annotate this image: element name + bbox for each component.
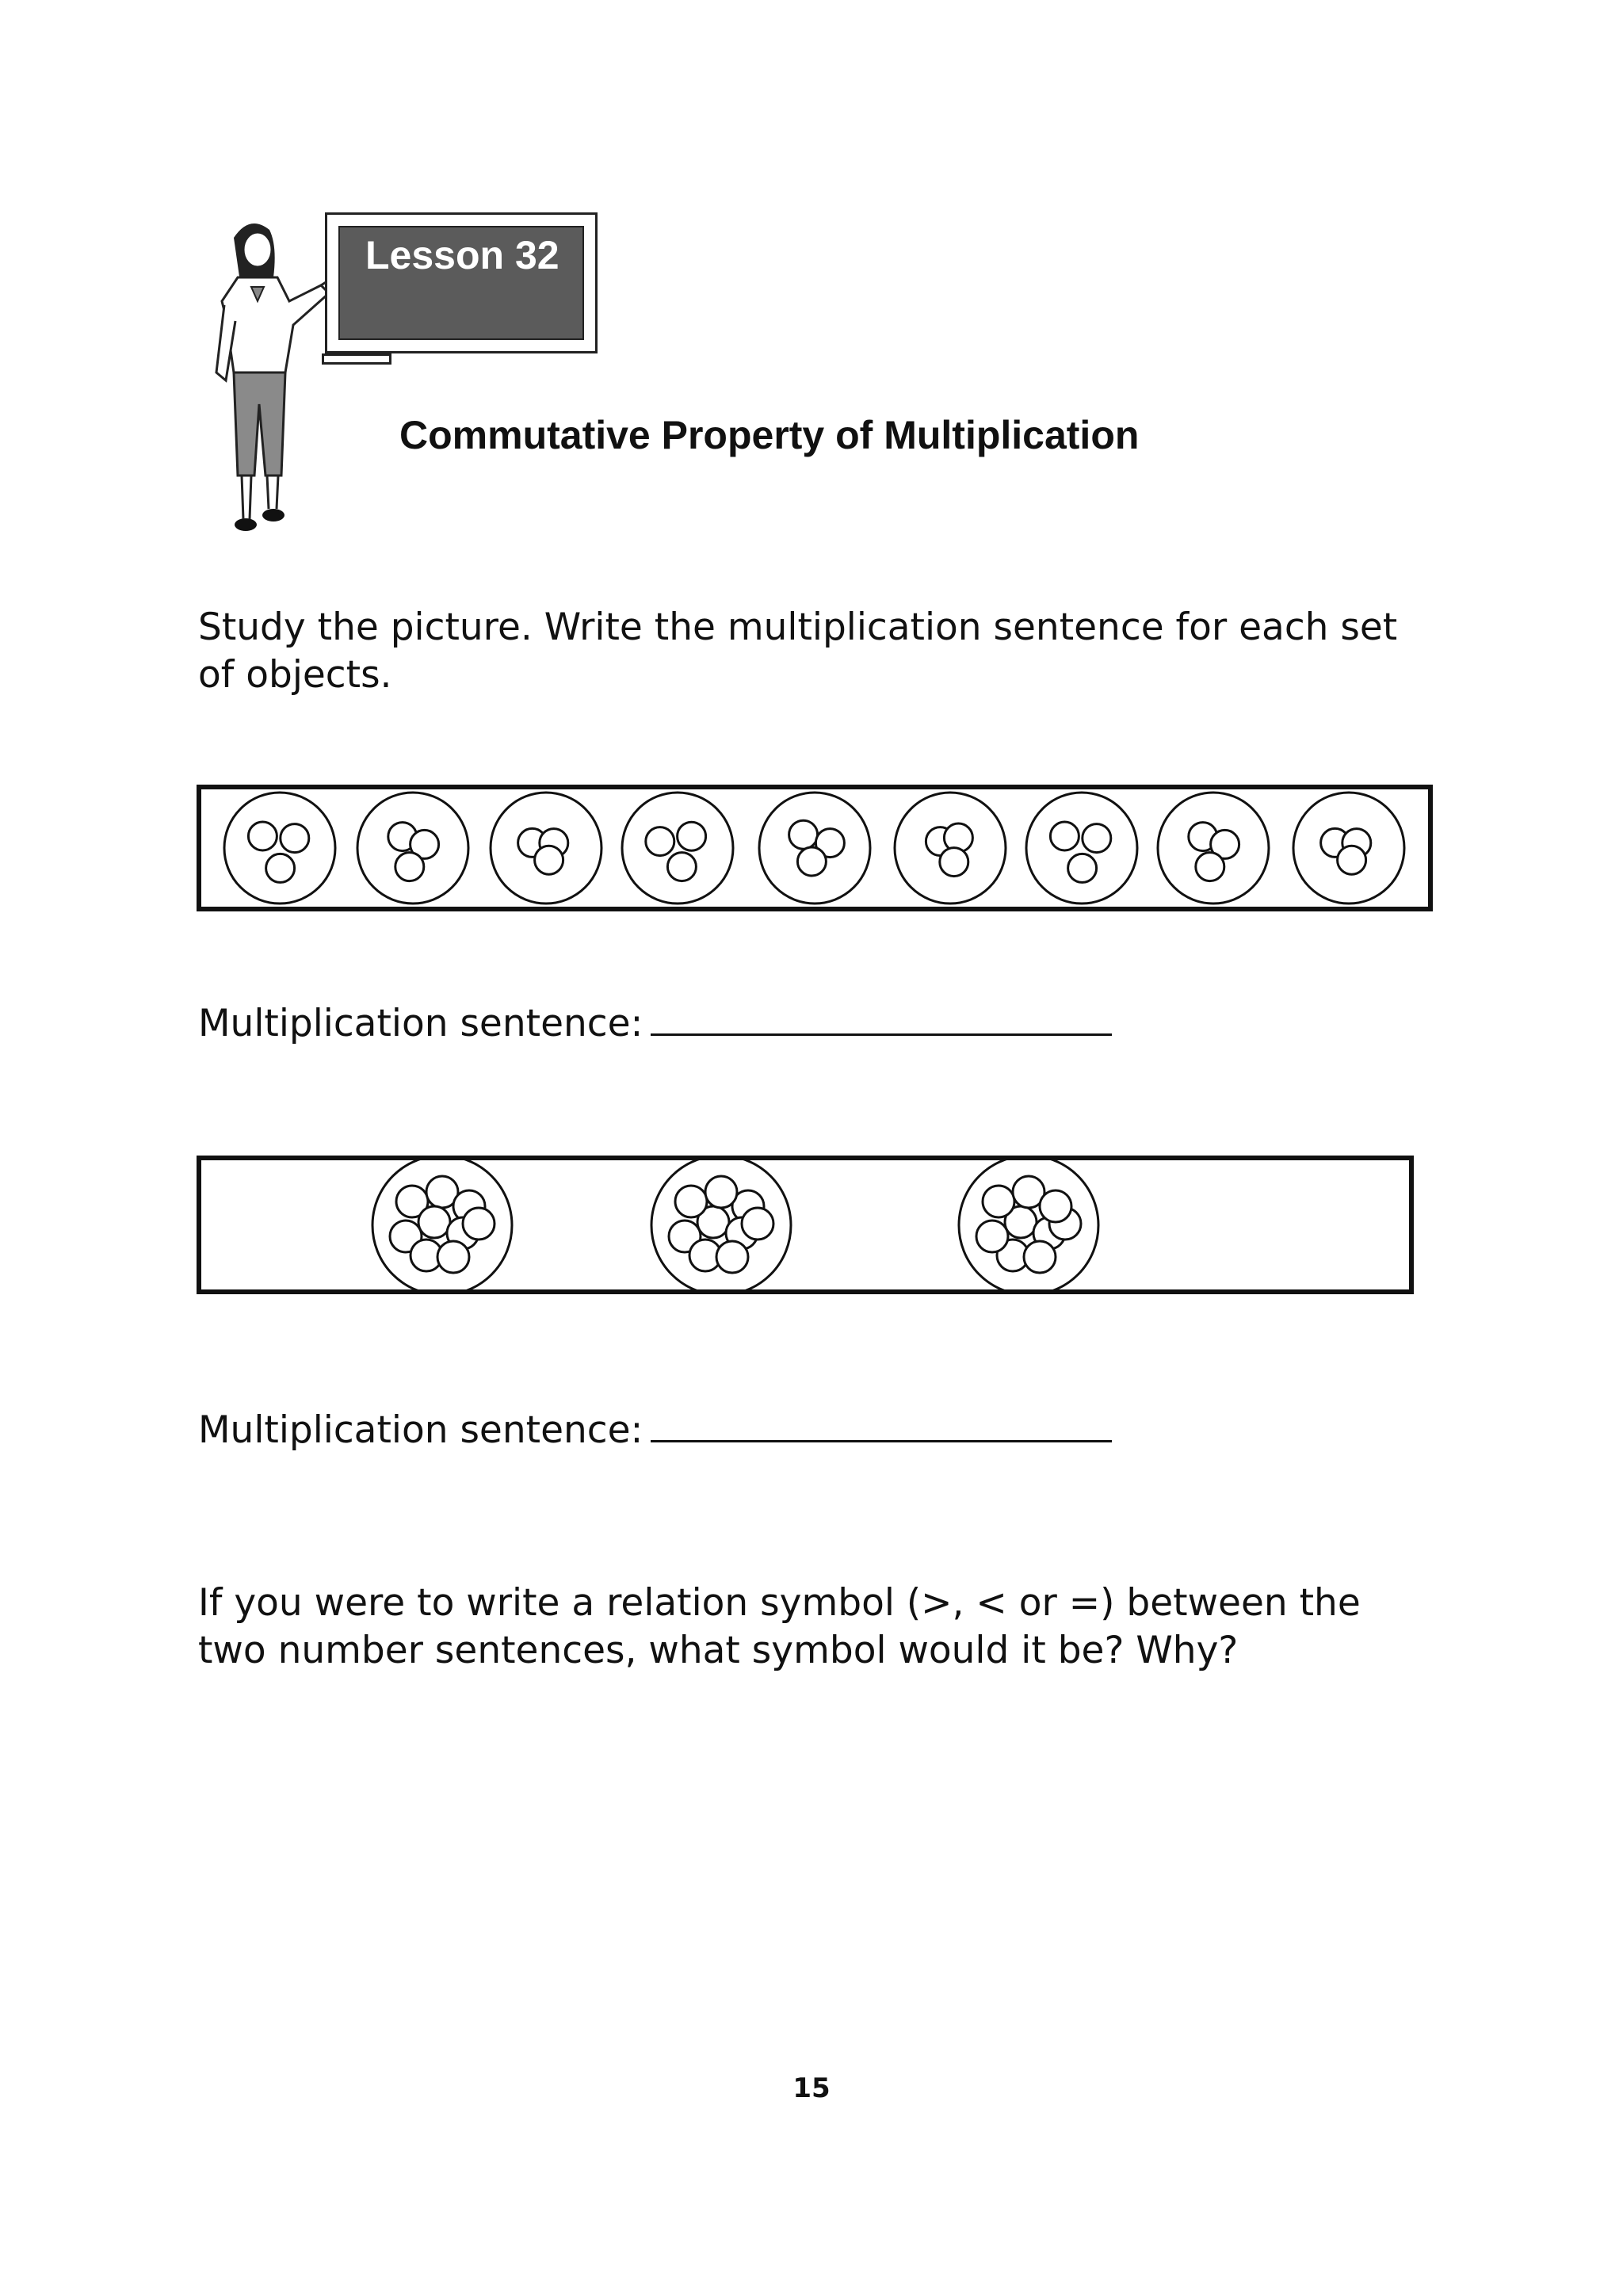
- sentence-line-2: [198, 1407, 1434, 1454]
- sentence-label: Multiplication sentence:: [198, 1408, 643, 1452]
- group-circle: [1026, 793, 1137, 904]
- object-dot: [1338, 846, 1366, 874]
- answer-blank-2[interactable]: [651, 1439, 1112, 1442]
- object-dot: [667, 853, 696, 881]
- object-dot: [976, 1221, 1008, 1252]
- sentence-line-1: [198, 1000, 1434, 1048]
- object-dot: [1083, 824, 1111, 853]
- object-dot: [395, 853, 424, 881]
- object-dot: [646, 827, 674, 856]
- page-title: Commutative Property of Multiplication: [399, 413, 1140, 457]
- groups-of-nine: [201, 1160, 1409, 1289]
- object-dot: [983, 1186, 1014, 1217]
- object-dot: [678, 822, 706, 850]
- object-dot: [1196, 853, 1224, 881]
- object-dot: [281, 824, 309, 853]
- object-dot: [940, 848, 968, 877]
- group-circle: [622, 793, 733, 904]
- answer-blank-1[interactable]: [651, 1033, 1112, 1036]
- group-circle: [224, 793, 335, 904]
- object-dot: [437, 1241, 469, 1273]
- groups-of-three: [201, 789, 1428, 907]
- object-dot: [1024, 1241, 1056, 1273]
- object-dot: [1068, 854, 1097, 882]
- question-text: If you were to write a relation symbol (>, < or =) between the two number sentences, what symbol would it be? Why?: [198, 1581, 1361, 1672]
- chalkboard: [325, 212, 598, 353]
- object-dot: [705, 1176, 737, 1208]
- page-number: 15: [792, 2073, 831, 2104]
- object-dot: [1040, 1190, 1071, 1222]
- object-dot: [742, 1208, 773, 1240]
- object-dot: [463, 1208, 495, 1240]
- object-dot: [675, 1186, 707, 1217]
- object-dot: [535, 846, 563, 874]
- object-dot: [248, 822, 277, 850]
- sentence-label: Multiplication sentence:: [198, 1002, 643, 1045]
- lesson-label: Lesson 32: [365, 233, 559, 277]
- object-dot: [797, 847, 826, 876]
- object-dot: [789, 820, 818, 849]
- object-dot: [266, 854, 295, 882]
- instruction-text: Study the picture. Write the multiplication sentence for each set of objects.: [198, 606, 1398, 697]
- object-dot: [1050, 822, 1079, 850]
- object-set-1: [197, 785, 1433, 911]
- object-dot: [716, 1241, 748, 1273]
- object-dot: [418, 1206, 450, 1238]
- object-set-2: [197, 1156, 1414, 1294]
- chalkboard-tray: [322, 353, 391, 365]
